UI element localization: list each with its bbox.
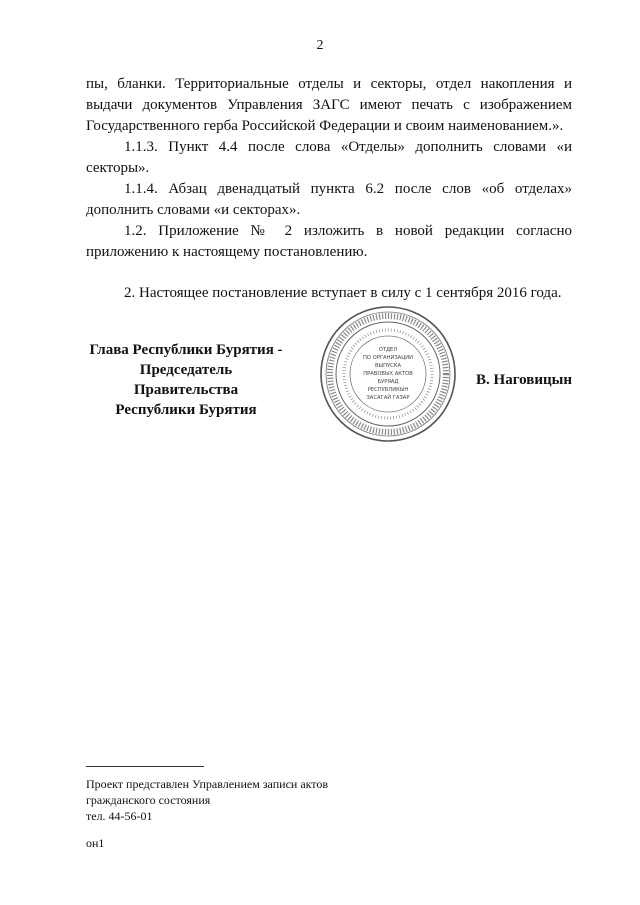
signatory-title-line: Председатель Правительства: [133, 362, 239, 398]
seal-line: ОТДЕЛ: [378, 347, 398, 353]
paragraph-2: 2. Настоящее постановление вступает в силу с 1 сентября 2016 года.: [124, 285, 562, 301]
footnote-line: Проект представлен Управлением записи актов: [86, 777, 329, 791]
page-number: 2: [316, 38, 324, 53]
paragraph-continuation: пы, бланки. Территориальные отделы и секторы, отдел накопления и выдачи документов Управления ЗАГС имеют печать с изображением Государственного герба Российской Федерации и своим наименованием.».: [86, 76, 572, 134]
footnote-divider: [86, 766, 204, 767]
official-seal: [318, 304, 458, 444]
seal-line: ПРАВОВЫХ АКТОВ: [363, 371, 413, 377]
signatory-title: [86, 340, 286, 420]
seal-line: ВЫПУСКА: [374, 363, 402, 369]
seal-line: РЕСПУБЛИКЫН: [367, 387, 409, 393]
seal-line: ЗАСАГАЙ ГАЗАР: [366, 395, 410, 401]
signatory-title-line: Глава Республики Бурятия -: [89, 342, 283, 358]
paragraph-1-1-3: 1.1.3. Пункт 4.4 после слова «Отделы» дополнить словами «и секторы».: [86, 139, 572, 176]
document-code: он1: [86, 836, 105, 850]
signatory-title-line: Республики Бурятия: [115, 402, 257, 418]
signatory-name: В. Наговицын: [476, 372, 572, 388]
footnote: [86, 776, 328, 824]
paragraph-1-2: 1.2. Приложение № 2 изложить в новой редакции согласно приложению к настоящему постановлению.: [86, 223, 572, 260]
paragraph-1-1-4: 1.1.4. Абзац двенадцатый пункта 6.2 после слов «об отделах» дополнить словами «и секторах».: [86, 181, 572, 218]
seal-line: БУРЯАД: [377, 379, 399, 385]
footnote-line: гражданского состояния: [86, 793, 211, 807]
document-body: [86, 74, 572, 304]
seal-line: ПО ОРГАНИЗАЦИИ: [362, 355, 414, 361]
footnote-line: тел. 44-56-01: [86, 809, 153, 823]
